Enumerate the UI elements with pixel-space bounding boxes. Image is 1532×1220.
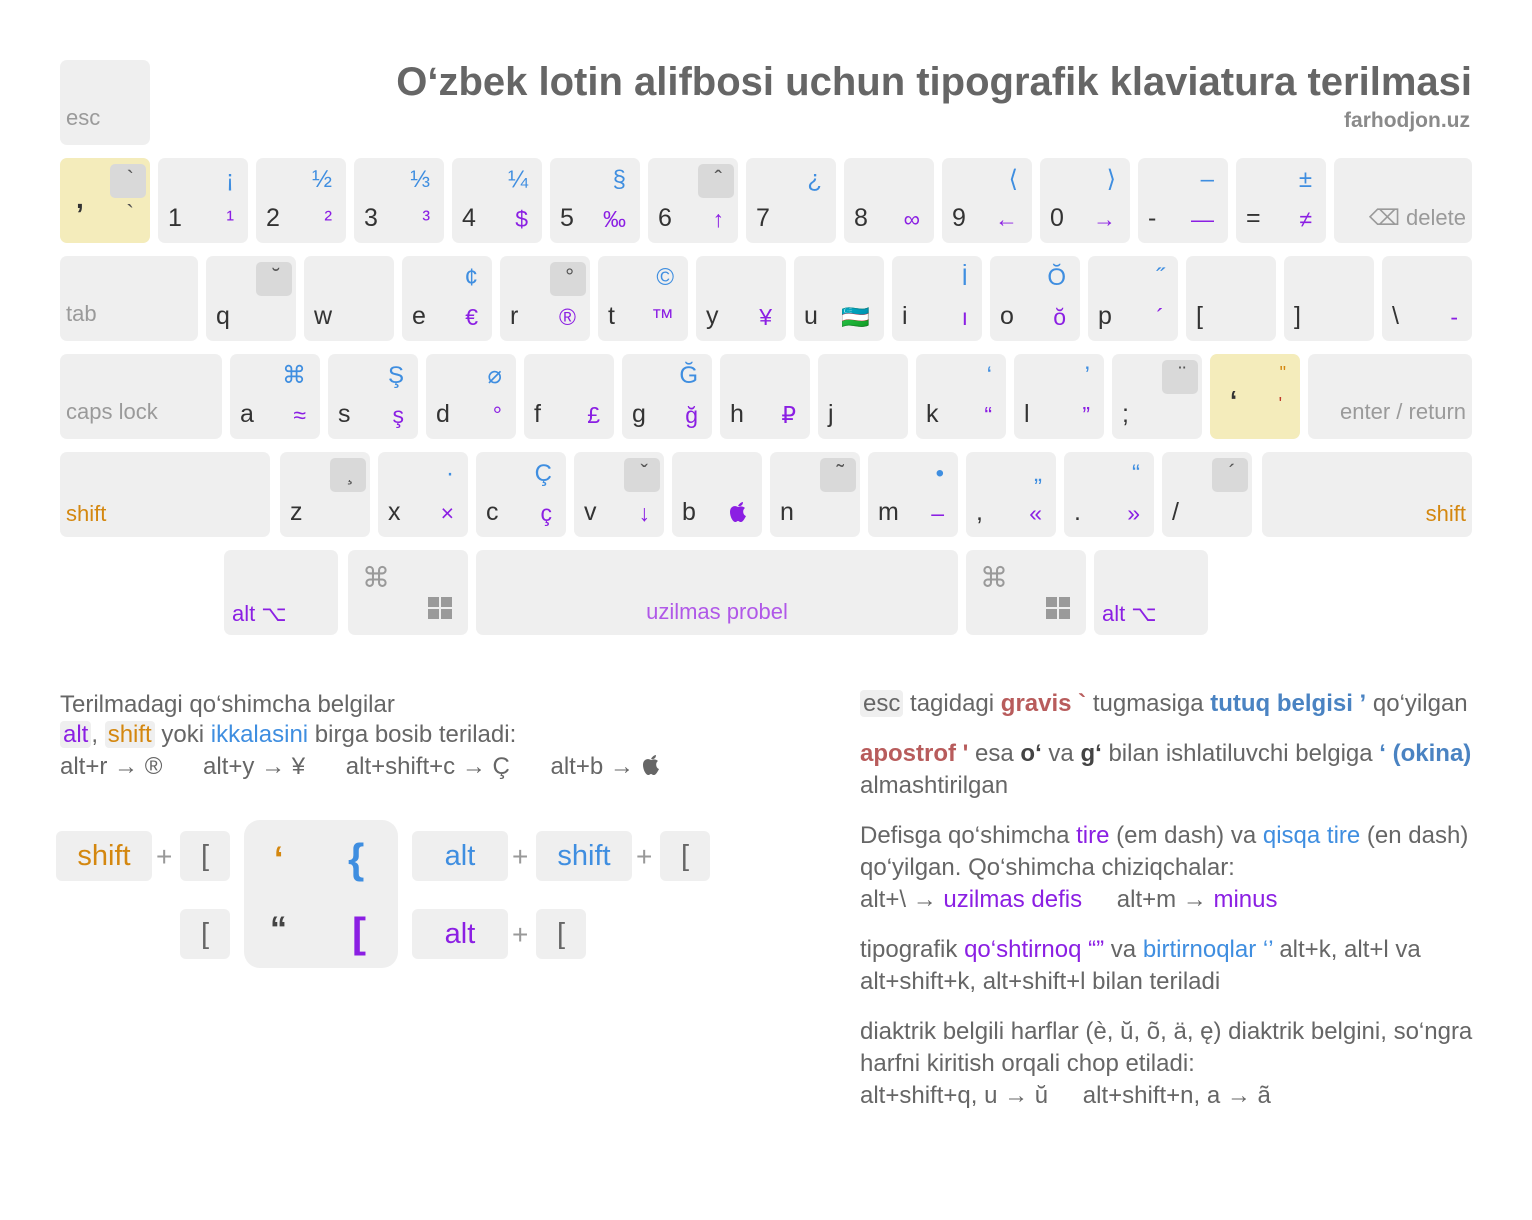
note-1 (860, 688, 1480, 720)
key-d-shift: ⌀ (487, 362, 502, 389)
key-enter-label: enter / return (1340, 399, 1466, 424)
key-u[interactable] (794, 256, 884, 341)
key-period-alt: » (1127, 500, 1140, 526)
key-backslash[interactable] (1382, 256, 1472, 341)
key-o-alt: ŏ (1053, 304, 1066, 330)
key-d[interactable] (426, 354, 516, 439)
key-a[interactable] (230, 354, 320, 439)
key-equal-shift: ± (1298, 166, 1312, 193)
key-1-alt: ¹ (226, 206, 234, 232)
key-g-alt: ğ (685, 402, 698, 428)
note-text: qo‘yilgan (1372, 690, 1468, 717)
key-h-alt: ₽ (781, 402, 796, 428)
combo-bracket-box: [ (180, 909, 230, 959)
key-x-base: x (388, 498, 401, 526)
note-qoshtirnoq: qo‘shtirnoq “” (964, 936, 1105, 963)
key-p-alt: ´ (1156, 304, 1164, 330)
key-2-base: 2 (266, 204, 280, 232)
diagram-shift-base: ‘ (274, 840, 284, 878)
legend-title: Terilmadagi qo‘shimcha belgilar (60, 691, 395, 718)
key-k-alt: “ (984, 402, 992, 428)
key-6[interactable] (648, 158, 738, 243)
key-space[interactable] (476, 550, 958, 635)
note-text: alt+k, alt+l va alt+shift+k, alt+shift+l bilan teriladi (860, 936, 1421, 995)
key-e-alt: € (465, 304, 478, 330)
note-text: alt+shift+n, a → ã (1082, 1082, 1271, 1109)
key-l[interactable] (1014, 354, 1104, 439)
combo-alt-box: alt (412, 831, 508, 881)
key-grave[interactable] (60, 158, 150, 243)
key-2-shift: ½ (311, 166, 332, 193)
key-m-base: m (878, 498, 899, 526)
key-k-base: k (926, 400, 939, 428)
key-g[interactable] (622, 354, 712, 439)
key-x-shift: · (446, 460, 454, 487)
key-3[interactable] (354, 158, 444, 243)
key-o-shift: Ŏ (1047, 264, 1066, 291)
key-h[interactable] (720, 354, 810, 439)
key-t[interactable] (598, 256, 688, 341)
key-slash-base: / (1172, 498, 1179, 526)
note-text: alt+shift+q, u → ŭ (860, 1082, 1049, 1109)
key-e[interactable] (402, 256, 492, 341)
key-l-alt: ” (1082, 402, 1090, 428)
key-shift-left[interactable] (60, 452, 270, 537)
diagram-base: “ (270, 910, 287, 948)
key-tab[interactable] (60, 256, 198, 341)
key-e-shift: ¢ (464, 264, 478, 291)
key-0-alt: → (1093, 206, 1116, 232)
key-minus-shift: – (1200, 166, 1214, 193)
key-period-shift: “ (1132, 460, 1140, 487)
key-q[interactable] (206, 256, 296, 341)
key-f-alt: £ (587, 402, 600, 428)
key-x-alt: × (440, 500, 454, 526)
note-text: bilan ishlatiluvchi belgiga (1108, 740, 1373, 767)
key-s-shift: Ş (387, 362, 404, 389)
key-shift-left-label: shift (66, 501, 107, 526)
key-semicolon-base: ; (1122, 400, 1129, 428)
key-r-shift: ° (565, 264, 574, 289)
key-esc-label: esc (66, 105, 101, 130)
note-qisqa-tire: qisqa tire (1262, 822, 1361, 849)
note-text: diaktrik belgili harflar (è, ŭ, õ, ä, ę) diaktrik belgini, so‘ngra harfni kiritish orqali chop etiladi: (860, 1018, 1473, 1077)
note-text: tugmasiga (1092, 690, 1204, 717)
key-comma[interactable] (966, 452, 1056, 537)
key-t-base: t (608, 302, 615, 330)
key-4[interactable] (452, 158, 542, 243)
key-y-alt: ¥ (759, 304, 772, 330)
key-minus[interactable] (1138, 158, 1228, 243)
key-lbracket-base: [ (1196, 302, 1203, 330)
key-cmd-left[interactable] (348, 550, 468, 635)
note-text: tagidagi (910, 690, 995, 717)
legend-ikkalasini: ikkalasini (210, 721, 309, 748)
key-9-alt: ← (995, 206, 1018, 232)
key-rbracket-base: ] (1294, 302, 1301, 330)
key-equal-base: = (1246, 204, 1261, 232)
note-text: esa (975, 740, 1014, 767)
key-r-base: r (510, 302, 519, 330)
key-a-base: a (240, 400, 254, 428)
key-comma-alt: « (1029, 500, 1042, 526)
note-text: almashtirilgan (860, 772, 1009, 799)
combo-shift-box: shift (56, 831, 152, 881)
quote-diagram-key (244, 820, 398, 968)
legend-modifiers (60, 720, 516, 750)
windows-icon (428, 597, 452, 619)
key-s-base: s (338, 400, 351, 428)
note-4 (860, 934, 1480, 998)
key-8[interactable] (844, 158, 934, 243)
note-uzilmas-defis: uzilmas defis (943, 886, 1083, 913)
key-quote-base: ‘ (1230, 385, 1238, 415)
note-text: alt+\ → (860, 886, 937, 913)
key-quote-alt: ' (1278, 394, 1282, 414)
notes (860, 688, 1480, 1130)
key-backslash-alt: - (1450, 304, 1458, 330)
key-p-shift: ˝ (1156, 264, 1164, 291)
note-text: (en dash) qo‘yilgan. Qo‘shimcha chiziqchalar: (860, 822, 1469, 881)
key-n[interactable] (770, 452, 860, 537)
key-l-base: l (1024, 400, 1030, 428)
note-o: o‘ (1020, 740, 1042, 767)
key-0-base: 0 (1050, 204, 1064, 232)
key-p[interactable] (1088, 256, 1178, 341)
key-k[interactable] (916, 354, 1006, 439)
diagram-alt: [ (352, 909, 366, 956)
key-quote[interactable] (1210, 354, 1300, 439)
key-5-shift: § (612, 166, 626, 193)
note-tire: tire (1076, 822, 1110, 849)
key-7-base: 7 (756, 204, 770, 232)
combo-alt-box: alt (412, 909, 508, 959)
key-shift-right-label: shift (1425, 501, 1466, 526)
plus-sign: + (636, 841, 653, 872)
key-grave-base: , (76, 183, 84, 214)
legend-comma: , (91, 721, 99, 748)
key-grave-shift: ` (126, 166, 134, 191)
key-u-base: u (804, 302, 818, 330)
note-tutuq: tutuq belgisi ’ (1210, 690, 1367, 717)
note-3 (860, 820, 1480, 916)
key-3-base: 3 (364, 204, 378, 232)
key-cmd-right[interactable] (966, 550, 1086, 635)
note-minus: minus (1213, 886, 1278, 913)
key-period-base: . (1074, 498, 1081, 526)
key-7-shift: ¿ (807, 166, 822, 193)
key-5-alt: ‰ (603, 206, 626, 232)
key-a-shift: ⌘ (282, 362, 306, 389)
key-a-alt: ≈ (293, 402, 306, 428)
key-lbracket[interactable] (1186, 256, 1276, 341)
key-comma-base: , (976, 498, 983, 526)
plus-sign: + (156, 841, 173, 872)
note-2 (860, 738, 1480, 802)
apple-icon (641, 754, 661, 776)
key-y-base: y (706, 302, 719, 330)
combo-bracket-box: [ (660, 831, 710, 881)
key-q-base: q (216, 302, 230, 330)
key-j-base: j (828, 400, 834, 428)
key-o-base: o (1000, 302, 1014, 330)
key-n-shift: ˜ (836, 460, 844, 485)
key-t-shift: © (656, 264, 674, 291)
key-z[interactable] (280, 452, 370, 537)
example-3: alt+shift+c → Ç (345, 753, 510, 780)
key-delete-label: ⌫ delete (1368, 205, 1466, 230)
key-quote-shift: " (1279, 363, 1286, 383)
key-6-alt: ↑ (712, 206, 724, 232)
key-1[interactable] (158, 158, 248, 243)
shift-chip: shift (105, 721, 155, 748)
key-b[interactable] (672, 452, 762, 537)
key-minus-alt: — (1191, 206, 1214, 232)
key-comma-shift: „ (1034, 460, 1042, 487)
key-5-base: 5 (560, 204, 574, 232)
key-m-shift: • (935, 460, 944, 487)
key-0-shift: ⟩ (1106, 166, 1116, 193)
key-2-alt: ² (324, 206, 332, 232)
note-esc-chip: esc (860, 690, 903, 717)
combo-bracket-box: [ (180, 831, 230, 881)
key-o[interactable] (990, 256, 1080, 341)
key-9-shift: ⟨ (1008, 166, 1018, 193)
key-z-shift: ¸ (346, 460, 354, 485)
key-slash-shift: ´ (1228, 460, 1236, 485)
key-9[interactable] (942, 158, 1032, 243)
key-minus-base: - (1148, 204, 1157, 232)
plus-sign: + (512, 841, 529, 872)
key-c[interactable] (476, 452, 566, 537)
key-p-base: p (1098, 302, 1112, 330)
key-c-alt: ç (540, 500, 552, 526)
key-w-base: w (314, 302, 333, 330)
note-gravis: gravis ` (1000, 690, 1087, 717)
key-8-base: 8 (854, 204, 868, 232)
key-7[interactable] (746, 158, 836, 243)
note-text: tipografik (860, 936, 958, 963)
diagram-shift-alt: { (348, 835, 365, 882)
note-text: (em dash) va (1116, 822, 1257, 849)
key-g-base: g (632, 400, 646, 428)
key-g-shift: Ğ (679, 362, 698, 389)
alt-chip: alt (60, 721, 91, 748)
key-esc[interactable] (60, 60, 150, 145)
key-capslock[interactable] (60, 354, 222, 439)
note-text: va (1048, 740, 1074, 767)
legend-examples (60, 752, 661, 782)
key-6-base: 6 (658, 204, 672, 232)
key-i-shift: İ (961, 264, 968, 291)
key-v-base: v (584, 498, 597, 526)
key-capslock-label: caps lock (66, 399, 158, 424)
key-v-alt: ↓ (638, 500, 650, 526)
key-3-alt: ³ (422, 206, 430, 232)
key-9-base: 9 (952, 204, 966, 232)
key-alt-left[interactable] (224, 550, 338, 635)
key-equal[interactable] (1236, 158, 1326, 243)
key-i[interactable] (892, 256, 982, 341)
combo-bracket-box: [ (536, 909, 586, 959)
key-f-base: f (534, 400, 541, 428)
site-name: farhodjon.uz (1344, 109, 1470, 132)
key-tab-label: tab (66, 301, 97, 326)
key-m-alt: – (931, 500, 944, 526)
key-e-base: e (412, 302, 426, 330)
example-4: alt+b → (550, 753, 634, 780)
key-i-base: i (902, 302, 908, 330)
key-i-alt: ı (961, 304, 968, 330)
key-t-alt: ™ (651, 304, 674, 330)
key-v[interactable] (574, 452, 664, 537)
note-apostrof: apostrof ' (860, 740, 969, 767)
key-period[interactable] (1064, 452, 1154, 537)
key-4-shift: ¼ (507, 166, 528, 193)
key-c-base: c (486, 498, 499, 526)
note-5 (860, 1016, 1480, 1112)
cmd-icon: ⌘ (980, 562, 1008, 593)
key-enter[interactable] (1308, 354, 1472, 439)
windows-icon (1046, 597, 1070, 619)
combo-shift-box: shift (536, 831, 632, 881)
example-2: alt+y → ¥ (203, 753, 306, 780)
key-4-alt: $ (515, 206, 528, 232)
example-1: alt+r → ® (60, 753, 163, 780)
key-1-base: 1 (168, 204, 182, 232)
key-r[interactable] (500, 256, 590, 341)
plus-sign: + (512, 919, 529, 950)
cmd-icon: ⌘ (362, 562, 390, 593)
apple-icon (728, 501, 748, 523)
note-text: va (1110, 936, 1137, 963)
key-slash[interactable] (1162, 452, 1252, 537)
key-s[interactable] (328, 354, 418, 439)
key-c-shift: Ç (534, 460, 552, 487)
key-alt-left-label: alt ⌥ (232, 601, 287, 626)
legend-yoki: yoki (161, 721, 205, 748)
key-h-base: h (730, 400, 744, 428)
key-delete[interactable] (1334, 158, 1472, 243)
key-n-base: n (780, 498, 794, 526)
key-y[interactable] (696, 256, 786, 341)
key-space-label: uzilmas probel (646, 599, 788, 624)
legend-rest: birga bosib teriladi: (314, 721, 517, 748)
key-alt-right-label: alt ⌥ (1102, 601, 1157, 626)
key-semicolon[interactable] (1112, 354, 1202, 439)
key-6-shift: ˆ (714, 166, 722, 191)
key-r-alt: ® (559, 304, 576, 330)
note-g: g‘ (1080, 740, 1102, 767)
key-rbracket[interactable] (1284, 256, 1374, 341)
key-4-base: 4 (462, 204, 476, 232)
key-u-alt: 🇺🇿 (841, 304, 870, 330)
note-text: alt+m → (1116, 886, 1207, 913)
key-8-alt: ∞ (903, 206, 920, 232)
page-title: O‘zbek lotin alifbosi uchun tipografik klaviatura terilmasi (396, 60, 1472, 104)
key-x[interactable] (378, 452, 468, 537)
key-shift-right[interactable] (1262, 452, 1472, 537)
key-0[interactable] (1040, 158, 1130, 243)
key-k-shift: ‘ (986, 362, 992, 389)
key-grave-alt: ` (126, 200, 134, 226)
key-semicolon-shift: ¨ (1178, 362, 1186, 387)
note-birtirnoqlar: birtirnoqlar ‘’ (1142, 936, 1273, 963)
key-5[interactable] (550, 158, 640, 243)
key-2[interactable] (256, 158, 346, 243)
key-l-shift: ’ (1084, 362, 1090, 389)
key-alt-right[interactable] (1094, 550, 1208, 635)
key-m[interactable] (868, 452, 958, 537)
key-b-base: b (682, 498, 696, 526)
key-3-shift: ⅓ (409, 166, 430, 193)
key-f[interactable] (524, 354, 614, 439)
key-backslash-base: \ (1392, 302, 1399, 330)
note-text: Defisga qo‘shimcha (860, 822, 1070, 849)
key-q-shift: ˘ (272, 264, 280, 289)
key-v-shift: ˇ (640, 460, 648, 485)
key-s-alt: ş (392, 402, 404, 428)
key-equal-alt: ≠ (1299, 206, 1312, 232)
key-1-shift: ¡ (226, 166, 234, 193)
key-d-base: d (436, 400, 450, 428)
key-d-alt: ° (492, 402, 502, 428)
key-w[interactable] (304, 256, 394, 341)
key-z-base: z (290, 498, 303, 526)
note-okina: ‘ (okina) (1379, 740, 1472, 767)
key-j[interactable] (818, 354, 908, 439)
